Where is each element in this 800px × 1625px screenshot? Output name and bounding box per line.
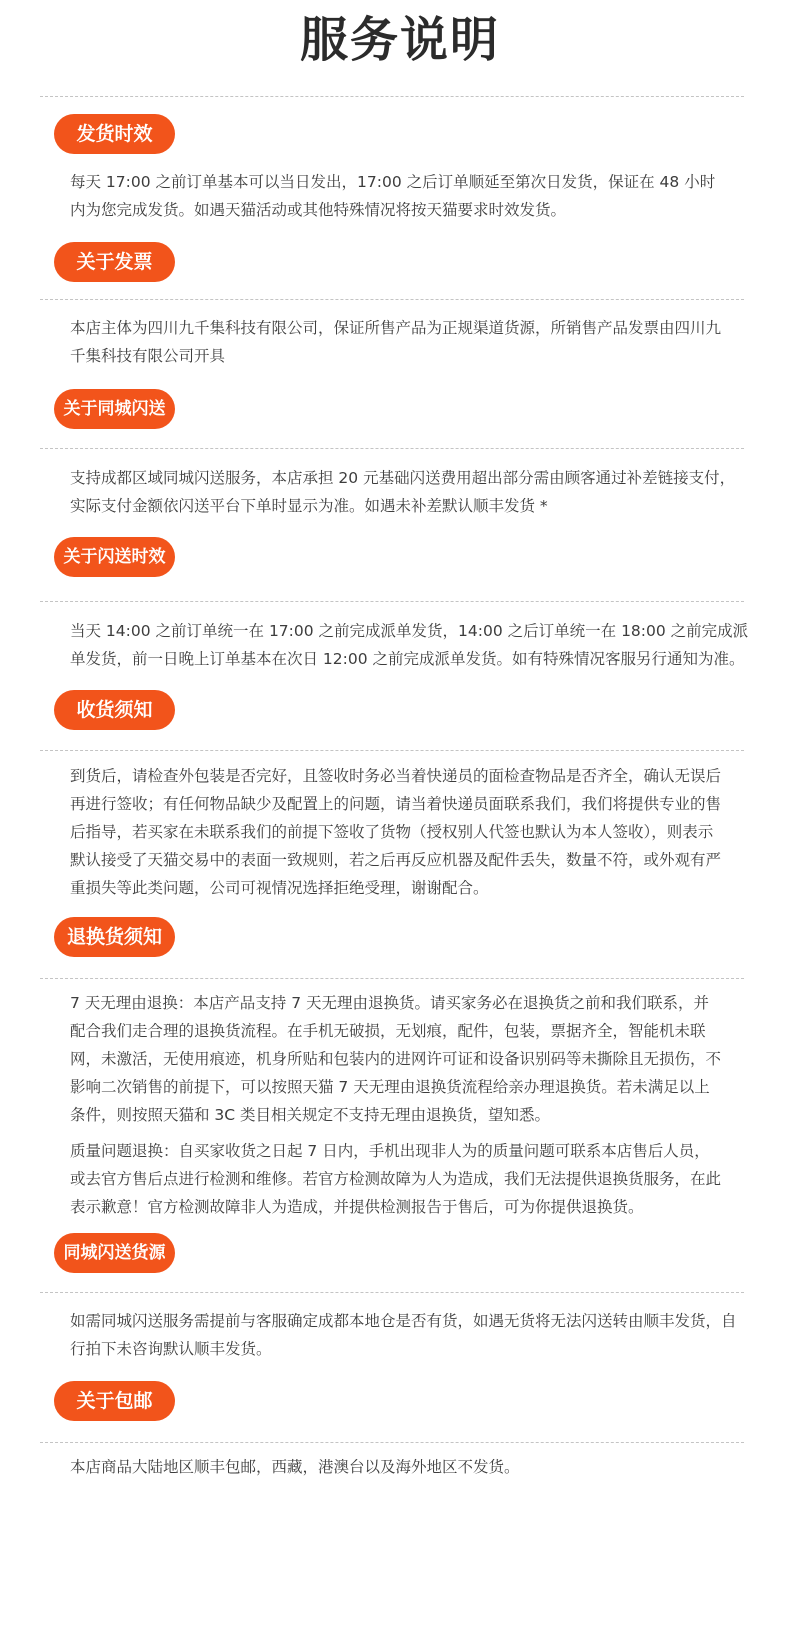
section-heading-same-city-delivery: 关于同城闪送 [54,389,175,429]
paragraph: 本店商品大陆地区顺丰包邮，西藏，港澳台以及海外地区不发货。 [70,1458,520,1476]
section-body-same-city-delivery [70,464,738,520]
paragraph: 本店主体为四川九千集科技有限公司，保证所售产品为正规渠道货源，所销售产品发票由四川九千集科技有限公司开具 [70,319,722,365]
divider [40,1442,744,1443]
paragraph: 质量问题退换：自买家收货之日起 7 日内，手机出现非人为的质量问题可联系本店售后人员，或去官方售后点进行检测和维修。若官方检测故障为人为造成，我们无法提供退换货服务，在此表示歉意！官方检测故障非人为造成，并提供检测报告于售后，可为你提供退换货。 [70,1142,722,1216]
divider [40,448,744,449]
paragraph: 到货后，请检查外包装是否完好，且签收时务必当着快递员的面检查物品是否齐全，确认无误后再进行签收；有任何物品缺少及配置上的问题，请当着快递员面联系我们，我们将提供专业的售后指导，若买家在未联系我们的前提下签收了货物（授权别人代签也默认为本人签收），则表示默认接受了天猫交易中的表面一致规则，若之后再反应机器及配件丢失，数量不符，或外观有严重损失等此类问题，公司可视情况选择拒绝受理，谢谢配合。 [70,767,722,897]
paragraph: 每天 17:00 之前订单基本可以当日发出，17:00 之后订单顺延至第次日发货，保证在 48 小时内为您完成发货。如遇天猫活动或其他特殊情况将按天猫要求时效发货。 [70,173,716,219]
paragraph: 当天 14:00 之前订单统一在 17:00 之前完成派单发货，14:00 之后订单统一在 18:00 之前完成派单发货，前一日晚上订单基本在次日 12:00 之前完成派单发货。如有特殊情况客服另行通知为准。 [70,622,749,668]
section-body-free-shipping [70,1453,738,1481]
section-heading-return-exchange: 退换货须知 [54,917,175,957]
section-heading-shipping-time: 发货时效 [54,114,175,154]
divider [40,601,744,602]
section-body-invoice [70,314,722,370]
divider [40,1292,744,1293]
paragraph: 7 天无理由退换：本店产品支持 7 天无理由退换货。请买家务必在退换货之前和我们联系，并配合我们走合理的退换货流程。在手机无破损，无划痕，配件，包装，票据齐全，智能机未联网，未激活，无使用痕迹，机身所贴和包装内的进网许可证和设备识别码等未撕除且无损伤，不影响二次销售的前提下，可以按照天猫 7 天无理由退换货流程给亲办理退换货。若未满足以上条件，则按照天猫和 3C 类目相关规定不支持无理由退换货，望知悉。 [70,994,722,1124]
divider [40,96,744,97]
paragraph: 如需同城闪送服务需提前与客服确定成都本地仓是否有货，如遇无货将无法闪送转由顺丰发货，自行拍下未咨询默认顺丰发货。 [70,1312,737,1358]
divider [40,750,744,751]
section-body-receiving-notice [70,762,722,902]
section-heading-invoice: 关于发票 [54,242,175,282]
section-heading-receiving-notice: 收货须知 [54,690,175,730]
section-heading-flash-delivery-time: 关于闪送时效 [54,537,175,577]
section-heading-same-city-stock: 同城闪送货源 [54,1233,175,1273]
paragraph: 支持成都区域同城闪送服务，本店承担 20 元基础闪送费用超出部分需由顾客通过补差链接支付，实际支付金额依闪送平台下单时显示为准。如遇未补差默认顺丰发货 * [70,469,736,515]
section-body-shipping-time [70,168,722,224]
section-body-same-city-stock [70,1307,738,1363]
section-heading-free-shipping: 关于包邮 [54,1381,175,1421]
divider [40,978,744,979]
divider [40,299,744,300]
section-body-flash-delivery-time [70,617,760,673]
section-body-return-exchange [70,989,722,1221]
page-title: 服务说明 [299,12,500,68]
